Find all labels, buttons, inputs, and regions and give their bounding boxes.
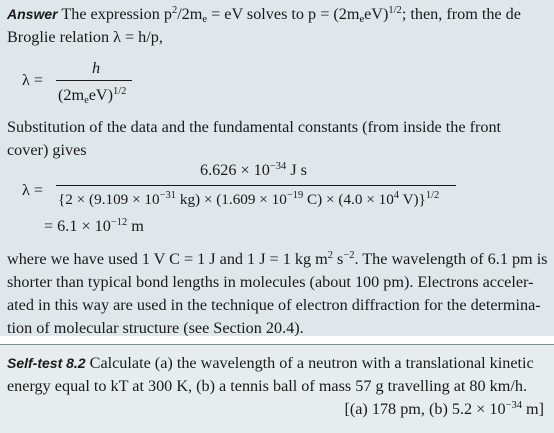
answer-text-5b: s (332, 250, 344, 268)
eq2-num-a: 6.626 × 10 (200, 161, 270, 179)
eq1-denominator (58, 85, 126, 105)
superscript: −12 (110, 217, 128, 228)
subscript: e (84, 95, 89, 106)
eq2-den-a: {2 × (9.109 × 10 (58, 191, 160, 208)
eq2-denominator (58, 190, 439, 210)
answer-text-1d: eV) (364, 5, 389, 23)
superscript: −2 (343, 250, 355, 261)
eq1-den-a: (2m (58, 86, 85, 104)
answer-text-2: Broglie relation λ = h/p, (7, 28, 163, 46)
superscript: 1/2 (388, 5, 402, 16)
eq2-den-c: C) × (4.0 × 10 (303, 191, 394, 208)
superscript: 4 (393, 190, 400, 201)
selftest-line-1 (7, 353, 534, 373)
answer-text-1a: The expression p (61, 5, 172, 23)
eq3-b: m (127, 217, 144, 235)
answer-line-7: ated in this way are used in the technique of electron diffraction for the determina- (7, 296, 541, 314)
answer-line-2 (7, 27, 163, 47)
eq2-lhs: λ = (22, 181, 44, 199)
eq2-fraction-bar (56, 185, 456, 186)
superscript: −31 (159, 190, 177, 201)
selftest-line-2: energy equal to kT at 300 K, (b) a tennis ball of mass 57 g travelling at 80 km/h. (7, 377, 527, 395)
eq1-numerator (92, 58, 100, 78)
eq1-lhs: λ = (22, 71, 44, 89)
subscript: e (202, 14, 208, 25)
selftest-answer-a: [(a) 178 pm, (b) 5.2 × 10 (344, 400, 506, 418)
eq2-den-b: kg) × (1.609 × 10 (176, 191, 287, 208)
eq1-den-b: eV) (88, 86, 114, 104)
eq2-numerator (200, 160, 307, 180)
selftest-box (0, 344, 554, 433)
eq2-num-b: J s (286, 161, 307, 179)
subscript: e (359, 14, 365, 25)
superscript: 1/2 (425, 190, 440, 201)
selftest-label: Self-test 8.2 (7, 355, 86, 371)
superscript: 2 (171, 5, 178, 16)
selftest-answer (344, 399, 544, 419)
answer-line-4: cover) gives (7, 141, 87, 159)
superscript: −34 (269, 161, 287, 172)
superscript: 2 (327, 250, 333, 261)
answer-text-5c: . The wavelength of 6.1 pm is (354, 250, 548, 268)
eq1-fraction-bar (56, 80, 132, 81)
answer-label: Answer (7, 6, 58, 22)
answer-line-1 (7, 4, 521, 24)
superscript: 1/2 (113, 86, 127, 97)
answer-line-8: tion of molecular structure (see Section 20.4). (7, 319, 304, 337)
answer-text-1c: = eV solves to p = (2m (207, 5, 360, 23)
eq3-a: = 6.1 × 10 (44, 217, 111, 235)
superscript: −34 (505, 400, 522, 411)
superscript: −19 (286, 190, 304, 201)
eq2-den-d: V)} (399, 191, 426, 208)
selftest-answer-b: m] (521, 400, 544, 418)
answer-text-5a: where we have used 1 V C = 1 J and 1 J = 1 kg m (7, 250, 328, 268)
answer-line-6: shorter than typical bond lengths in molecules (about 100 pm). Electrons acceler- (7, 273, 534, 291)
selftest-text-1: Calculate (a) the wavelength of a neutron with a translational kinetic (89, 354, 534, 372)
answer-line-5 (7, 249, 548, 269)
eq1-num-text: h (92, 59, 101, 77)
answer-text-1b: /2m (177, 5, 203, 23)
eq3-result (44, 216, 144, 236)
answer-line-3: Substitution of the data and the fundamental constants (from inside the front (7, 118, 502, 136)
answer-text-1e: ; then, from the de (401, 5, 521, 23)
